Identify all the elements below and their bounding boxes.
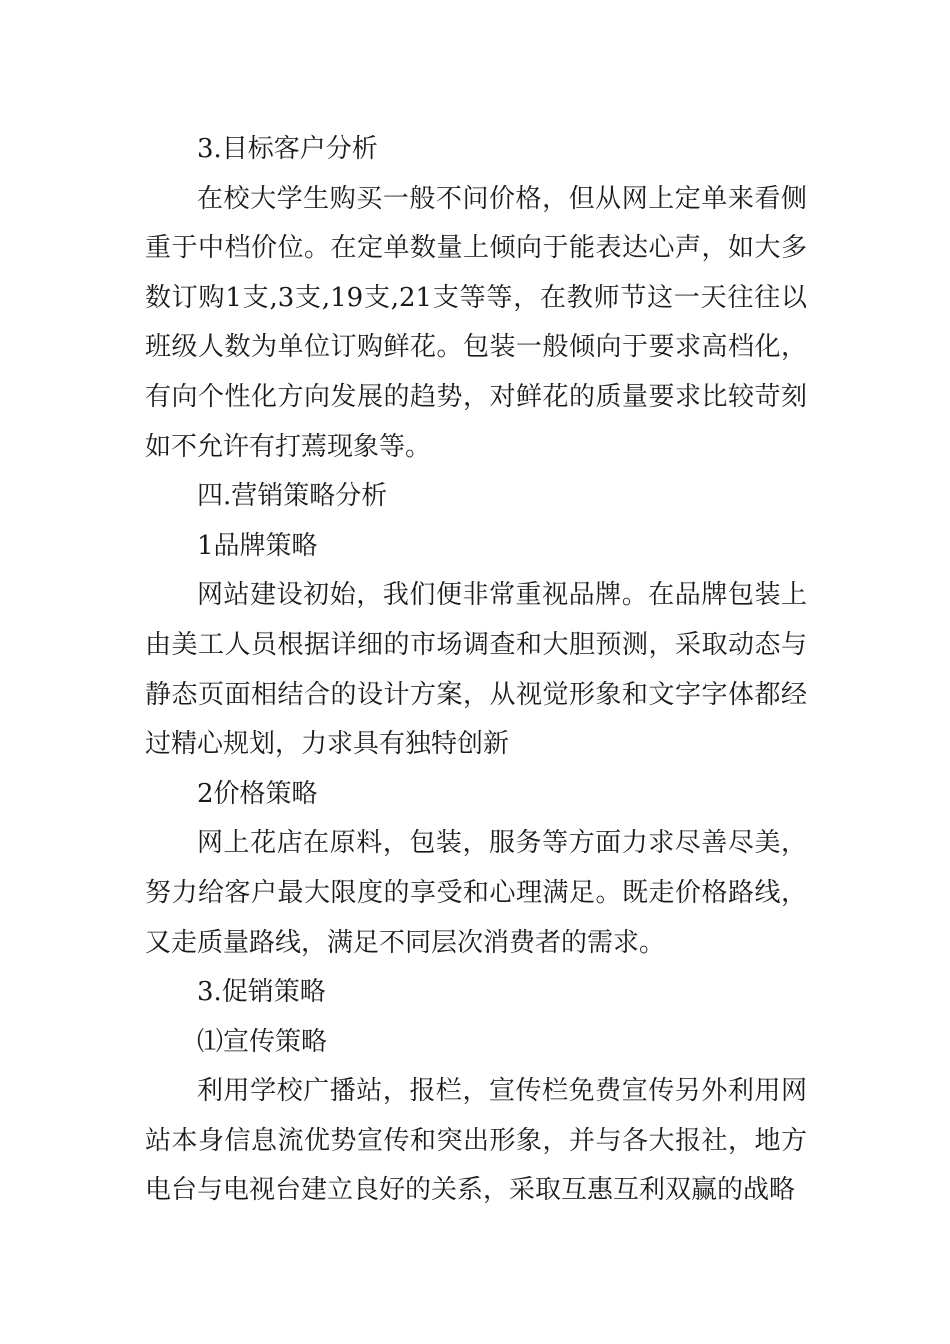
section-4-marketing-strategy-heading: 四.营销策略分析 xyxy=(197,481,388,512)
document-body xyxy=(145,125,807,1216)
promotion-strategy-heading: 3.促销策略 xyxy=(197,977,326,1008)
price-strategy-heading: 2价格策略 xyxy=(197,778,318,809)
target-customer-paragraph: 在校大学生购买一般不问价格，但从网上定单来看侧重于中档价位。在定单数量上倾向于能表达心声，如大多数订购1支,3支,19支,21支等等，在教师节这一天往往以班级人数为单位订购鲜花。包装一般倾向于要求高档化，有向个性化方向发展的趋势，对鲜花的质量要求比较苛刻如不允许有打蔫现象等。 xyxy=(145,183,807,462)
publicity-strategy-heading: ⑴宣传策略 xyxy=(197,1026,328,1057)
brand-strategy-heading: 1品牌策略 xyxy=(197,530,318,561)
publicity-strategy-paragraph: 利用学校广播站，报栏，宣传栏免费宣传另外利用网站本身信息流优势宣传和突出形象，并与各大报社，地方电台与电视台建立良好的关系，采取互惠互利双赢的战略 xyxy=(145,1076,807,1206)
price-strategy-paragraph: 网上花店在原料，包装，服务等方面力求尽善尽美，努力给客户最大限度的享受和心理满足。既走价格路线，又走质量路线，满足不同层次消费者的需求。 xyxy=(145,828,807,958)
brand-strategy-paragraph: 网站建设初始，我们便非常重视品牌。在品牌包装上由美工人员根据详细的市场调查和大胆预测，采取动态与静态页面相结合的设计方案，从视觉形象和文字字体都经过精心规划，力求具有独特创新 xyxy=(145,580,807,760)
section-3-target-customer-heading: 3.目标客户分析 xyxy=(197,134,378,164)
